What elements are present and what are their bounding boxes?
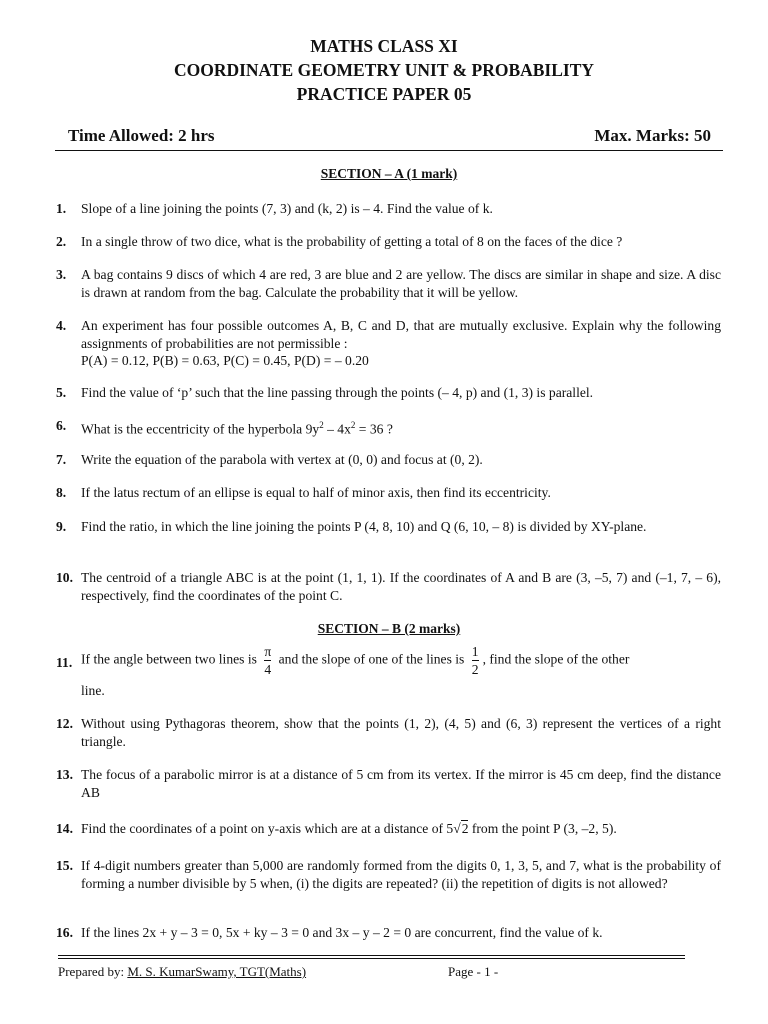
question-text: What is the eccentricity of the hyperbola $9y^2 - 4x^2 = 36$ ?	[81, 420, 393, 437]
question-text: The focus of a parabolic mirror is at a distance of 5 cm from its vertex. If the mirror is 45 cm deep, find the distance AB	[81, 767, 721, 800]
section-b-title: SECTION – B (2 marks)	[317, 621, 461, 636]
question-15	[56, 857, 721, 892]
question-number: 1.	[56, 201, 67, 216]
question-number: 14.	[56, 821, 73, 836]
question-2	[56, 233, 721, 251]
time-allowed: Time Allowed: 2 hrs	[68, 126, 215, 145]
question-1	[56, 200, 721, 218]
question-text: If the latus rectum of an ellipse is equal to half of minor axis, then find its eccentricity.	[81, 485, 551, 500]
max-marks: Max. Marks: 50	[594, 126, 711, 145]
question-number: 4.	[56, 318, 67, 333]
question-text: A bag contains 9 discs of which 4 are red, 3 are blue and 2 are yellow. The discs are similar in shape and size. A disc is drawn at random from the bag. Calculate the probability that it will be yellow.	[81, 267, 721, 300]
page-number: Page - 1 -	[448, 964, 499, 979]
question-text: Slope of a line joining the points (7, 3) and (k, 2) is – 4. Find the value of k.	[81, 201, 493, 216]
question-13	[56, 766, 721, 801]
section-a-title: SECTION – A (1 mark)	[320, 166, 458, 181]
question-number: 3.	[56, 267, 67, 282]
footer-divider-bottom	[58, 958, 685, 959]
question-9	[56, 518, 721, 536]
question-number: 5.	[56, 385, 67, 400]
question-text: Without using Pythagoras theorem, show that the points (1, 2), (4, 5) and (6, 3) represent the vertices of a right triangle.	[81, 716, 721, 749]
question-16	[56, 924, 721, 942]
question-text: Find the ratio, in which the line joining the points P (4, 8, 10) and Q (6, 10, – 8) is divided by XY-plane.	[81, 519, 647, 534]
slope-fraction: $\frac{1}{2}$	[471, 644, 479, 677]
question-text: If the lines 2x + y – 3 = 0, 5x + ky – 3 = 0 and 3x – y – 2 = 0 are concurrent, find the value of k.	[81, 925, 603, 940]
question-text: If the angle between two lines is $\frac{\pi}{4}$ and the slope of one of the lines is $\frac{1}{2}$ , find the slope of the other line.	[81, 644, 630, 698]
question-6	[56, 417, 721, 438]
question-number: 15.	[56, 858, 73, 873]
question-number: 6.	[56, 418, 67, 433]
prepared-by: Prepared by: M. S. KumarSwamy, TGT(Maths)	[58, 964, 307, 979]
footer-divider-top	[58, 955, 685, 956]
question-text: If 4-digit numbers greater than 5,000 are randomly formed from the digits 0, 1, 3, 5, and 7, what is the probability of forming a number divisible by 5 when, (i) the digits are repeated? (ii) the repetition of digits is not allowed?	[81, 858, 721, 891]
exam-meta	[68, 126, 711, 148]
question-number: 10.	[56, 570, 73, 585]
paper-title: PRACTICE PAPER 05	[296, 84, 472, 104]
document-header	[0, 34, 768, 106]
header-divider	[55, 150, 723, 151]
question-number: 2.	[56, 234, 67, 249]
question-text: Write the equation of the parabola with vertex at (0, 0) and focus at (0, 2).	[81, 452, 483, 467]
question-number: 9.	[56, 519, 67, 534]
probability-assignments: P(A) = 0.12, P(B) = 0.63, P(C) = 0.45, P(D) = – 0.20	[81, 353, 369, 368]
question-number: 12.	[56, 716, 73, 731]
question-11	[56, 643, 721, 700]
question-12	[56, 715, 721, 750]
unit-title: COORDINATE GEOMETRY UNIT & PROBABILITY	[173, 60, 595, 80]
question-number: 8.	[56, 485, 67, 500]
question-8	[56, 484, 721, 502]
question-text: Find the coordinates of a point on y-axis which are at a distance of 5√2 from the point P (3, –2, 5).	[81, 821, 617, 836]
angle-fraction: $\frac{\pi}{4}$	[264, 644, 272, 677]
question-text: Find the value of ‘p’ such that the line passing through the points (– 4, p) and (1, 3) is parallel.	[81, 385, 594, 400]
question-7	[56, 451, 721, 469]
question-number: 11.	[56, 655, 73, 670]
question-10	[56, 569, 721, 604]
question-number: 16.	[56, 925, 73, 940]
question-text: In a single throw of two dice, what is the probability of getting a total of 8 on the faces of the dice ?	[81, 234, 623, 249]
subject-title: MATHS CLASS XI	[310, 36, 458, 56]
question-5	[56, 384, 721, 402]
question-number: 13.	[56, 767, 73, 782]
question-14	[56, 820, 721, 838]
question-3	[56, 266, 721, 301]
question-4	[56, 317, 721, 370]
question-text: An experiment has four possible outcomes A, B, C and D, that are mutually exclusive. Explain why the following assignments of probabilities are not permissible :	[81, 318, 721, 351]
author-name: M. S. KumarSwamy, TGT(Maths)	[127, 964, 307, 979]
question-text: The centroid of a triangle ABC is at the point (1, 1, 1). If the coordinates of A and B are (3, –5, 7) and (–1, 7, – 6), respectively, find the coordinates of the point C.	[81, 570, 721, 603]
question-number: 7.	[56, 452, 67, 467]
